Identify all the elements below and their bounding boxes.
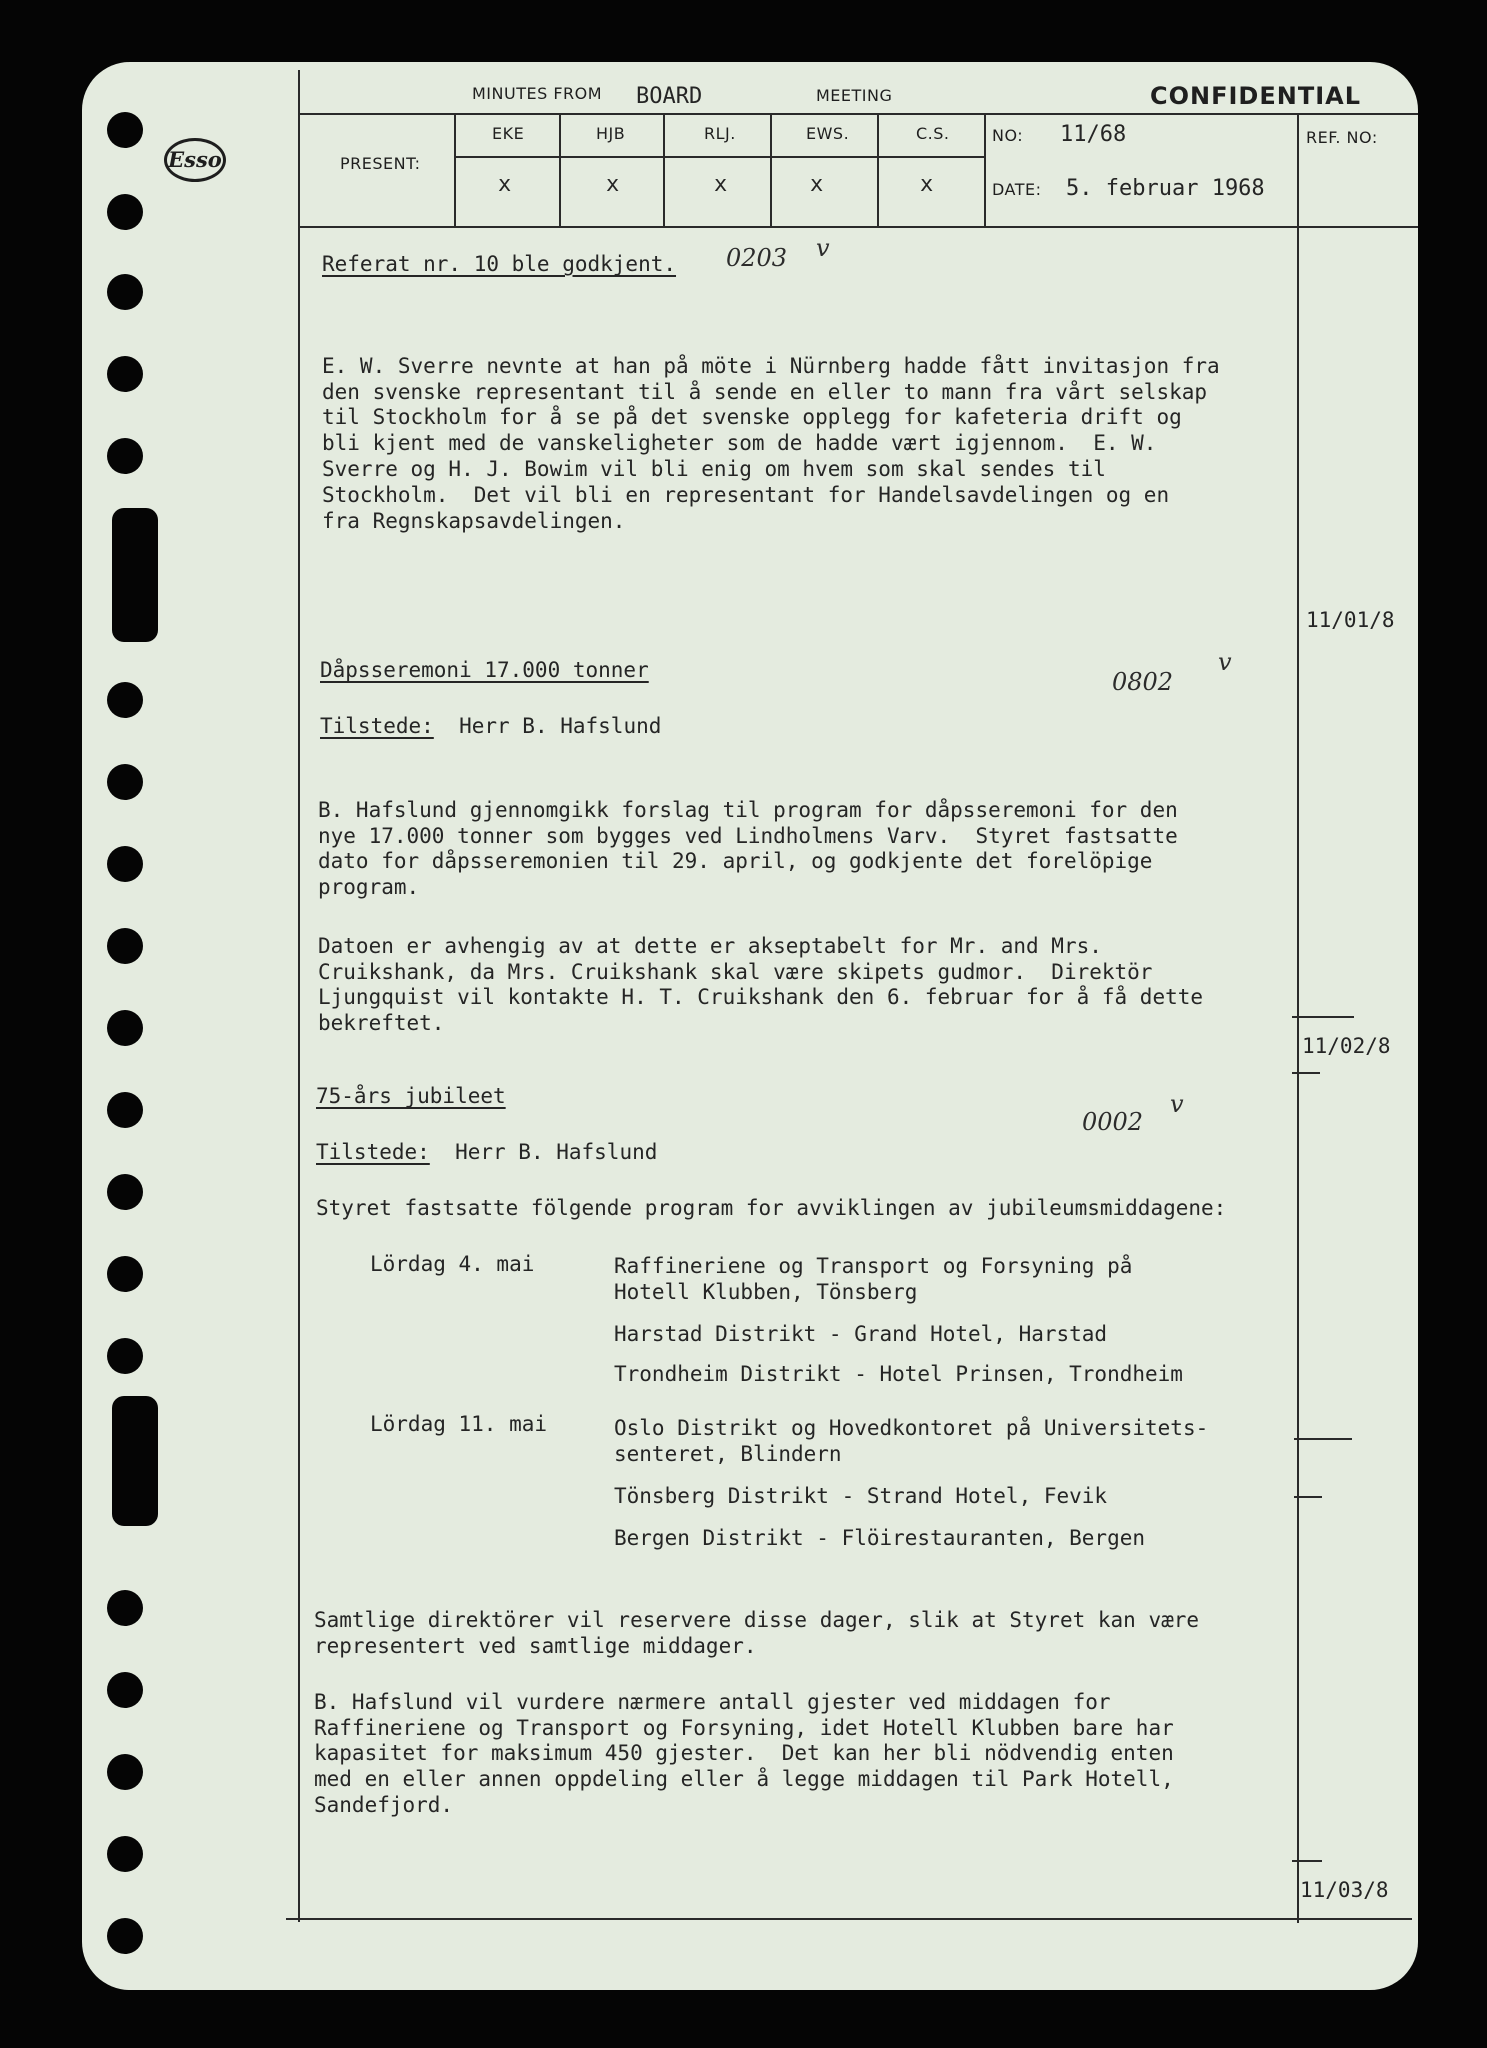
- program-entry: Bergen Distrikt - Flöirestauranten, Bergen: [614, 1526, 1146, 1550]
- binder-hole: [107, 846, 143, 882]
- binder-hole: [107, 356, 143, 392]
- section-2-heading: Dåpsseremoni 17.000 tonner: [320, 658, 649, 682]
- member-eke: EKE: [492, 124, 525, 143]
- text-line: Raffineriene og Transport og Forsyning på: [614, 1254, 1133, 1278]
- text-line: Datoen er avhengig av at dette er akseptabelt for Mr. and Mrs.: [318, 933, 1102, 958]
- present-mark: x: [810, 172, 824, 197]
- header-rule: [298, 113, 1418, 115]
- text-line: Hotell Klubben, Tönsberg: [614, 1279, 918, 1304]
- text-line: fra Regnskapsavdelingen.: [322, 508, 626, 533]
- margin-dash: [1292, 1072, 1320, 1074]
- present-label: Tilstede:: [320, 714, 434, 738]
- handwritten-note: 0802: [1112, 668, 1174, 696]
- section-3-heading: 75-års jubileet: [316, 1084, 506, 1108]
- text-line: Raffineriene og Transport og Forsyning, idet Hotell Klubben bare har: [314, 1715, 1174, 1740]
- binder-slot: [112, 1396, 158, 1526]
- text-line: senteret, Blindern: [614, 1441, 842, 1466]
- header-rule: [454, 113, 456, 226]
- binder-hole: [107, 1010, 143, 1046]
- text-line: bekreftet.: [318, 1011, 445, 1036]
- margin-dash: [1292, 1860, 1322, 1862]
- binder-hole: [107, 1590, 143, 1626]
- member-rlj: RLJ.: [704, 124, 736, 143]
- text-line: B. Hafslund vil vurdere nærmere antall gjester ved middagen for: [314, 1689, 1111, 1714]
- binder-hole: [107, 1918, 143, 1954]
- binder-hole: [107, 928, 143, 964]
- binder-hole: [107, 764, 143, 800]
- present-value: Herr B. Hafslund: [459, 714, 662, 738]
- section-1-paragraph: [322, 328, 1220, 560]
- text-line: B. Hafslund gjennomgikk forslag til program for dåpsseremoni for den: [318, 797, 1178, 822]
- binder-hole: [107, 112, 143, 148]
- program-day: Lördag 4. mai: [370, 1252, 535, 1276]
- ref-no-label: REF. NO:: [1306, 128, 1378, 147]
- section-3-present: [316, 1140, 657, 1166]
- present-mark: x: [498, 172, 512, 197]
- binder-hole: [107, 1836, 143, 1872]
- program-day: Lördag 11. mai: [370, 1412, 548, 1436]
- check-mark: v: [1170, 1090, 1184, 1118]
- ref-number: 11/01/8: [1306, 608, 1395, 632]
- section-2-present: [320, 714, 661, 740]
- binder-hole: [107, 194, 143, 230]
- program-entry: Trondheim Distrikt - Hotel Prinsen, Trondheim: [614, 1362, 1183, 1386]
- text-line: nye 17.000 tonner som bygges ved Lindholmens Varv. Styret fastsatte: [318, 823, 1178, 848]
- binder-hole: [107, 1256, 143, 1292]
- text-line: Oslo Distrikt og Hovedkontoret på Universitets-: [614, 1416, 1209, 1440]
- margin-dash: [1294, 1496, 1322, 1498]
- member-cs: C.S.: [916, 124, 950, 143]
- bottom-rule: [286, 1918, 1412, 1920]
- text-line: kapasitet for maksimum 450 gjester. Det kan her bli nödvendig enten: [314, 1741, 1174, 1766]
- margin-dash: [1294, 1438, 1352, 1440]
- text-line: med en eller annen oppdeling eller å legge middagen til Park Hotell,: [314, 1767, 1174, 1792]
- check-mark: v: [1218, 648, 1232, 676]
- ref-column-rule: [1297, 113, 1299, 1923]
- binder-hole: [107, 274, 143, 310]
- text-line: dato for dåpsseremonien til 29. april, og godkjente det forelöpige: [318, 849, 1153, 874]
- text-line: Sverre og H. J. Bowim vil bli enig om hvem som skal sendes til: [322, 456, 1106, 481]
- binder-hole: [107, 1092, 143, 1128]
- present-label: Tilstede:: [316, 1140, 430, 1164]
- confidential-label: CONFIDENTIAL: [1150, 82, 1361, 110]
- header-rule: [663, 113, 665, 226]
- text-line: til Stockholm for å se på det svenske opplegg for kafeteria drift og: [322, 405, 1182, 430]
- handwritten-note: 0203: [726, 244, 788, 272]
- program-entry: [614, 1416, 1208, 1468]
- date-label: DATE:: [992, 180, 1042, 199]
- binder-hole: [107, 1672, 143, 1708]
- header-rule: [454, 156, 984, 158]
- text-line: Stockholm. Det vil bli en representant for Handelsavdelingen og en: [322, 482, 1170, 507]
- margin-dash: [1292, 1016, 1354, 1018]
- text-line: E. W. Sverre nevnte at han på möte i Nürnberg hadde fått invitasjon fra: [322, 353, 1220, 378]
- header-rule: [559, 113, 561, 226]
- board-value: BOARD: [636, 84, 703, 109]
- header-rule: [984, 113, 986, 226]
- present-mark: x: [714, 172, 728, 197]
- binder-slot: [112, 508, 158, 642]
- check-mark: v: [816, 234, 830, 262]
- binder-hole: [107, 438, 143, 474]
- section-1-heading: Referat nr. 10 ble godkjent.: [322, 252, 677, 276]
- text-line: Samtlige direktörer vil reservere disse dager, slik at Styret kan være: [314, 1607, 1200, 1632]
- ref-number: 11/02/8: [1302, 1034, 1391, 1058]
- binder-hole: [107, 1174, 143, 1210]
- program-entry: Tönsberg Distrikt - Strand Hotel, Fevik: [614, 1484, 1108, 1508]
- present-value: Herr B. Hafslund: [455, 1140, 658, 1164]
- no-label: NO:: [992, 126, 1024, 145]
- text-line: Cruikshank, da Mrs. Cruikshank skal være skipets gudmor. Direktör: [318, 959, 1153, 984]
- handwritten-note: 0002: [1082, 1108, 1144, 1136]
- text-line: Sandefjord.: [314, 1792, 454, 1817]
- header-rule: [877, 113, 879, 226]
- present-label: PRESENT:: [340, 154, 421, 173]
- left-rule: [298, 70, 300, 1922]
- text-line: representert ved samtlige middager.: [314, 1633, 757, 1658]
- program-entry: Harstad Distrikt - Grand Hotel, Harstad: [614, 1322, 1108, 1346]
- esso-logo: Esso: [164, 138, 226, 182]
- member-ews: EWS.: [806, 124, 850, 143]
- section-2-paragraph: [318, 772, 1178, 927]
- section-3-paragraph: [314, 1664, 1174, 1845]
- header-rule: [770, 113, 772, 226]
- section-2-paragraph: [318, 908, 1203, 1063]
- program-entry: [614, 1254, 1132, 1306]
- binder-hole: [107, 1754, 143, 1790]
- present-mark: x: [606, 172, 620, 197]
- text-line: Ljungquist vil kontakte H. T. Cruikshank den 6. februar for å få dette: [318, 985, 1204, 1010]
- section-3-intro: Styret fastsatte fölgende program for avviklingen av jubileumsmiddagene:: [316, 1196, 1227, 1220]
- ref-number: 11/03/8: [1300, 1878, 1389, 1902]
- text-line: bli kjent med de vanskeligheter som de hadde vært igjennom. E. W.: [322, 431, 1157, 456]
- minutes-from-label: MINUTES FROM: [472, 84, 603, 103]
- text-line: program.: [318, 875, 420, 900]
- text-line: den svenske representant til å sende en eller to mann fra vårt selskap: [322, 379, 1208, 404]
- binder-hole: [107, 682, 143, 718]
- binder-hole: [107, 1338, 143, 1374]
- member-hjb: HJB: [596, 124, 626, 143]
- no-value: 11/68: [1060, 122, 1127, 147]
- header-rule: [298, 226, 1418, 228]
- present-mark: x: [920, 172, 934, 197]
- date-value: 5. februar 1968: [1066, 176, 1265, 201]
- meeting-label: MEETING: [816, 86, 893, 105]
